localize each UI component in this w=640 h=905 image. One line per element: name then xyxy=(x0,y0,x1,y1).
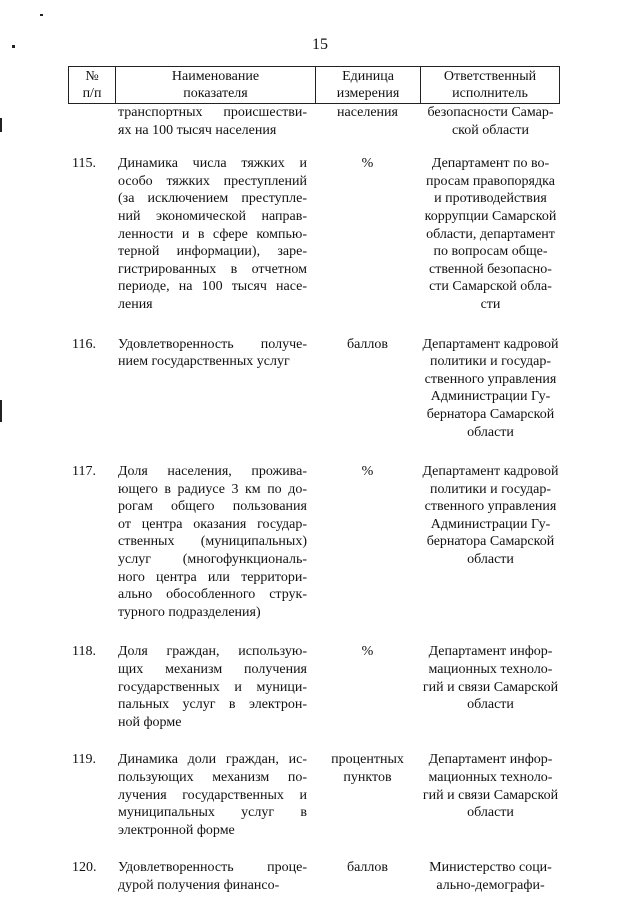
header-line: № xyxy=(85,69,99,84)
table-row xyxy=(68,104,559,139)
indicator-name-line: ленности и в сфере компью- xyxy=(118,226,307,242)
responsible-executor-line: области xyxy=(467,697,514,713)
responsible-executor-line: бернатора Самарской xyxy=(426,406,555,422)
header-number xyxy=(69,67,116,104)
indicator-name-line: щих механизм получения xyxy=(118,662,307,678)
indicator-name-line: Удовлетворенность проце- xyxy=(118,860,307,876)
indicator-name xyxy=(115,859,315,894)
indicator-name-line: (за исключением преступле- xyxy=(118,191,307,207)
table-row xyxy=(68,463,559,621)
responsible-executor-line: ально-демографи- xyxy=(436,877,545,893)
unit-of-measure xyxy=(315,463,420,621)
responsible-executor xyxy=(420,104,559,139)
indicator-name-line: ственных (муниципальных) xyxy=(118,534,307,550)
indicator-name-line: периоде, на 100 тысяч насе- xyxy=(118,279,307,295)
indicator-name-line: Доля граждан, использую- xyxy=(118,644,307,660)
responsible-executor xyxy=(420,336,559,442)
table-row xyxy=(68,859,559,894)
responsible-executor-line: гий и связи Самарской xyxy=(422,787,559,803)
indicator-name-line: ально обособленного струк- xyxy=(118,587,307,603)
table-row xyxy=(68,155,559,313)
indicator-name-line: нием государственных услуг xyxy=(118,354,290,370)
row-number xyxy=(68,155,115,313)
responsible-executor-line: коррупции Самарской xyxy=(424,208,557,224)
responsible-executor xyxy=(420,155,559,313)
header-line: Ответственный xyxy=(443,69,537,84)
responsible-executor-line: мационных техноло- xyxy=(428,662,553,678)
unit-of-measure-line: населения xyxy=(337,105,398,120)
unit-of-measure-line: % xyxy=(361,644,374,660)
header-name xyxy=(116,67,316,104)
indicator-name-line: ной форме xyxy=(118,714,182,730)
unit-of-measure-line: баллов xyxy=(346,336,389,352)
header-line: п/п xyxy=(82,86,102,101)
responsible-executor xyxy=(420,463,559,621)
indicator-name-line: Доля населения, прожива- xyxy=(118,464,307,480)
responsible-executor xyxy=(420,859,559,894)
responsible-executor-line: безопасности Самар- xyxy=(427,105,554,120)
indicator-name-line: пальных услуг в электрон- xyxy=(118,697,307,713)
responsible-executor-line: Департамент кадровой xyxy=(422,336,559,352)
indicator-name xyxy=(115,336,315,442)
indicator-name-line: электронной форме xyxy=(118,822,235,838)
responsible-executor-line: области xyxy=(467,805,514,821)
page-number: 15 xyxy=(312,36,328,53)
scan-mark xyxy=(0,118,2,132)
unit-of-measure-line: % xyxy=(361,156,374,172)
indicator-name-line: особо тяжких преступлений xyxy=(118,173,307,189)
indicator-name-line: государственных и муници- xyxy=(118,679,307,695)
indicator-name xyxy=(115,751,315,839)
header-line: Наименование xyxy=(171,69,260,84)
table-header xyxy=(68,66,560,104)
responsible-executor-line: и противодействия xyxy=(434,191,547,207)
header-line: Единица xyxy=(342,69,394,84)
responsible-executor-line: сти Самарской обла- xyxy=(429,279,552,295)
responsible-executor xyxy=(420,751,559,839)
row-number xyxy=(68,463,115,621)
responsible-executor-line: области xyxy=(467,552,514,568)
header-unit xyxy=(316,67,421,104)
indicator-name-line: рогам общего пользования xyxy=(118,499,307,515)
responsible-executor-line: политики и государ- xyxy=(429,354,552,370)
header-line: показателя xyxy=(183,86,248,101)
scan-mark xyxy=(40,14,43,16)
row-number xyxy=(68,336,115,442)
responsible-executor-line: Департамент кадровой xyxy=(422,464,559,480)
responsible-executor-line: мационных техноло- xyxy=(428,770,553,785)
table-row xyxy=(68,751,559,839)
row-number-line: 118. xyxy=(72,644,96,660)
indicator-name-line: муниципальных услуг в xyxy=(118,805,307,821)
indicator-name-line: транспортных происшестви- xyxy=(118,105,307,120)
responsible-executor xyxy=(420,643,559,731)
unit-of-measure xyxy=(315,155,420,313)
responsible-executor-line: ской области xyxy=(451,122,530,138)
responsible-executor-line: Администрации Гу- xyxy=(430,516,551,532)
row-number-line: 115. xyxy=(72,156,96,172)
indicator-name xyxy=(115,155,315,313)
table-row xyxy=(68,336,559,442)
indicator-name-line: Динамика доли граждан, ис- xyxy=(118,752,307,768)
table-row xyxy=(68,643,559,731)
indicator-name-line: ления xyxy=(118,296,153,312)
responsible-executor-line: политики и государ- xyxy=(429,481,552,497)
indicator-name-line: Удовлетворенность получе- xyxy=(118,336,307,352)
row-number xyxy=(68,104,115,139)
indicator-name-line: дурой получения финансо- xyxy=(118,877,280,893)
indicator-name-line: ющего в радиусе 3 км по до- xyxy=(118,481,307,497)
scan-mark xyxy=(0,400,2,422)
indicator-name-line: пользующих механизм по- xyxy=(118,770,307,785)
responsible-executor-line: гий и связи Самарской xyxy=(422,679,559,695)
responsible-executor-line: ственного управления xyxy=(424,499,557,515)
unit-of-measure xyxy=(315,751,420,839)
indicator-name-line: гистрированных в отчетном xyxy=(118,261,307,277)
indicator-name-line: лучения государственных и xyxy=(118,787,307,803)
responsible-executor-line: области, департамент xyxy=(426,226,555,242)
responsible-executor-line: ственного управления xyxy=(424,371,557,387)
responsible-executor-line: по вопросам обще- xyxy=(433,244,548,260)
indicator-name-line: терной информации), заре- xyxy=(118,244,307,260)
header-line: исполнитель xyxy=(452,86,528,101)
indicator-name-line: услуг (многофункциональ- xyxy=(118,552,307,568)
indicator-name-line: турного подразделения) xyxy=(118,604,261,620)
header-responsible xyxy=(421,67,560,104)
responsible-executor-line: ственной безопасно- xyxy=(429,261,552,277)
indicator-name-line: ях на 100 тысяч населения xyxy=(118,122,277,138)
row-number-line: 116. xyxy=(72,336,96,352)
unit-of-measure xyxy=(315,859,420,894)
unit-of-measure xyxy=(315,643,420,731)
responsible-executor-line: Министерство соци- xyxy=(429,860,552,876)
responsible-executor-line: Департамент инфор- xyxy=(428,752,553,768)
row-number xyxy=(68,751,115,839)
unit-of-measure-line: пунктов xyxy=(343,770,392,785)
responsible-executor-line: Администрации Гу- xyxy=(430,389,551,405)
row-number-line: 119. xyxy=(72,752,96,768)
table-body xyxy=(68,104,559,895)
responsible-executor-line: области xyxy=(467,424,514,440)
indicator-name-line: ний экономической направ- xyxy=(118,208,307,224)
responsible-executor-line: сти xyxy=(480,296,501,312)
row-number-line: 120. xyxy=(72,860,97,876)
indicator-table xyxy=(68,66,559,895)
responsible-executor-line: Департамент инфор- xyxy=(428,644,553,660)
responsible-executor-line: просам правопорядка xyxy=(426,173,555,189)
unit-of-measure-line: процентных xyxy=(331,752,404,768)
responsible-executor-line: Департамент по во- xyxy=(431,156,550,172)
responsible-executor-line: бернатора Самарской xyxy=(426,534,555,550)
unit-of-measure xyxy=(315,104,420,139)
row-number-line: 117. xyxy=(72,464,96,480)
unit-of-measure-line: % xyxy=(361,464,374,480)
unit-of-measure xyxy=(315,336,420,442)
indicator-name-line: ного центра или территори- xyxy=(118,569,307,585)
indicator-name xyxy=(115,463,315,621)
row-number xyxy=(68,859,115,894)
header-line: измерения xyxy=(336,86,400,101)
indicator-name xyxy=(115,104,315,139)
unit-of-measure-line: баллов xyxy=(346,860,389,876)
row-number xyxy=(68,643,115,731)
indicator-name xyxy=(115,643,315,731)
indicator-name-line: Динамика числа тяжких и xyxy=(118,156,307,172)
indicator-name-line: от центра оказания государ- xyxy=(118,516,307,532)
